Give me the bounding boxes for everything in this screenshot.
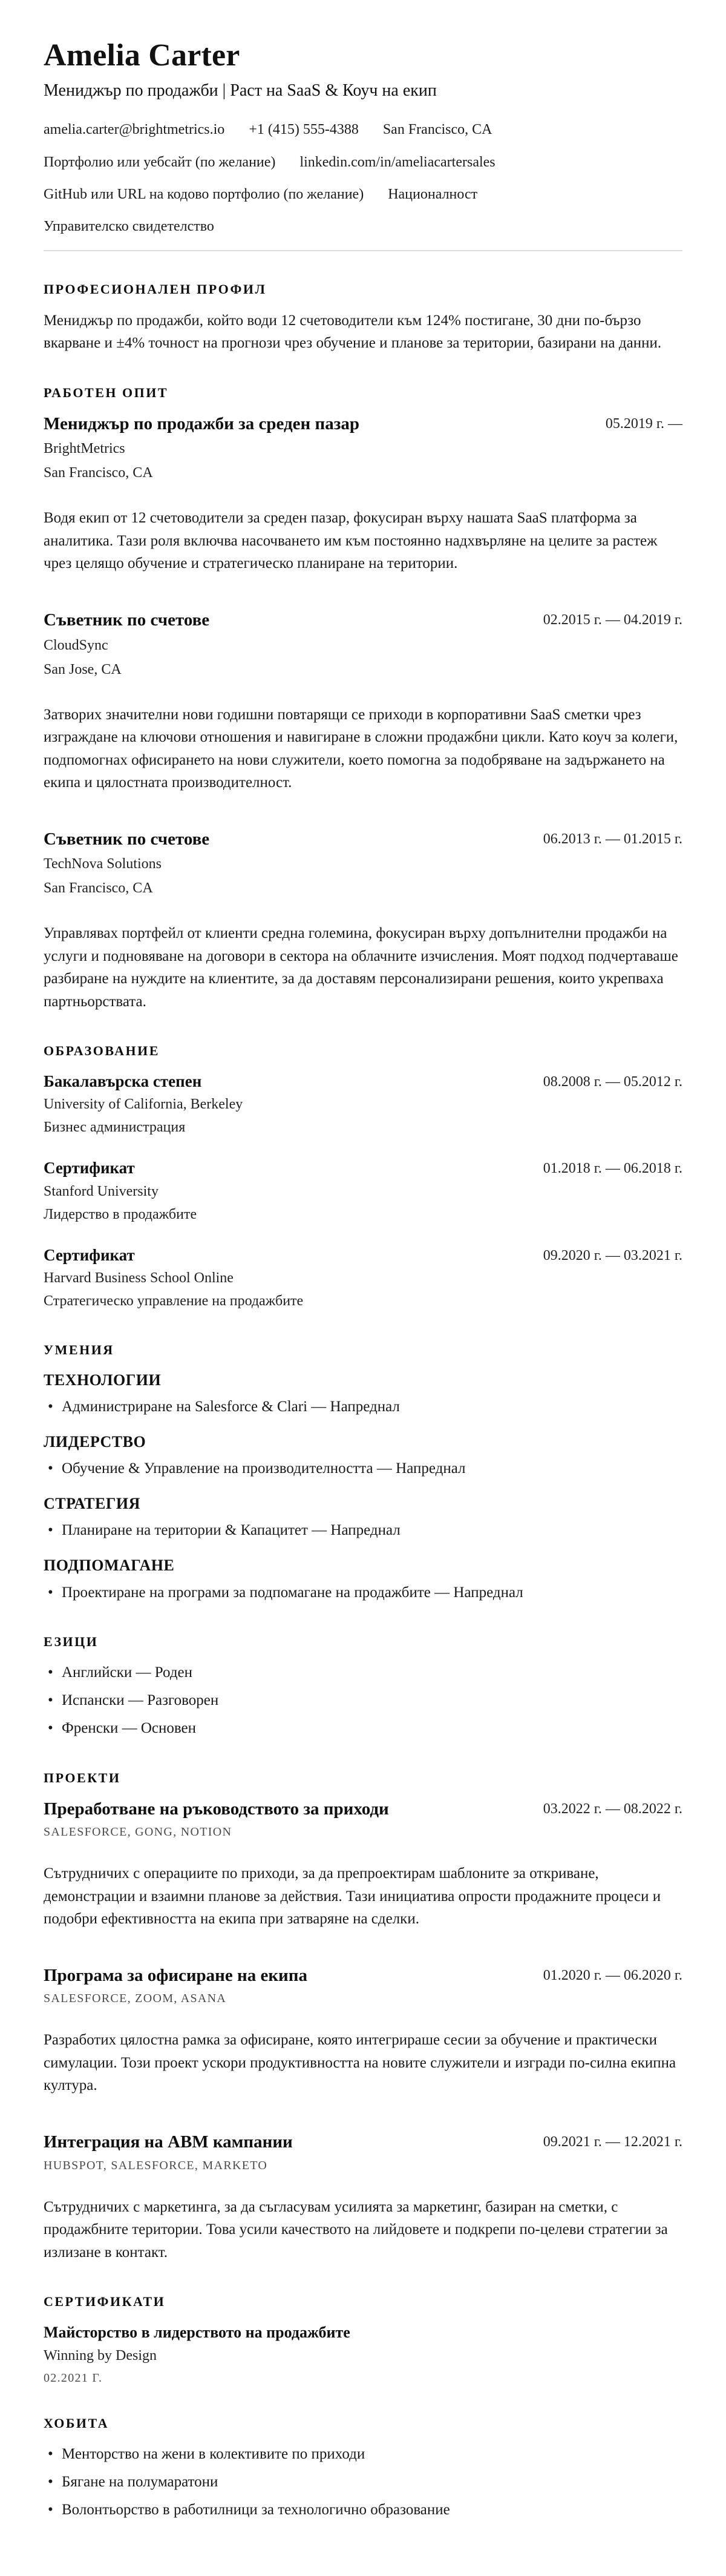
project-description: Разработих цялостна рамка за офисиране, която интегрираше сесии за обучение и практически симулации. Този проект ускори продуктивността на новите служители и изгради по-силна екипна култура. bbox=[44, 2032, 676, 2094]
contact-email: amelia.carter@brightmetrics.io bbox=[44, 122, 225, 138]
education-item-head bbox=[44, 1158, 682, 1179]
contact-github-label: GitHub или URL на кодово портфолио (по желание) bbox=[44, 186, 364, 202]
project-item bbox=[44, 2131, 682, 2264]
contact-info bbox=[44, 120, 682, 237]
education-school: Stanford University bbox=[44, 1183, 159, 1199]
project-title: Преработване на ръководството за приходи bbox=[44, 1799, 389, 1819]
language-item: • Английски — Роден bbox=[44, 1662, 682, 1684]
education-dates: 09.2020 г. — 03.2021 г. bbox=[543, 1247, 682, 1263]
skill-list bbox=[44, 1520, 682, 1541]
education-degree: Бакалавърска степен bbox=[44, 1072, 202, 1091]
contact-row-portfolio bbox=[44, 153, 682, 172]
job-description: Водя екип от 12 счетоводители за среден пазар, фокусиран върху нашата SaaS платформа за аналитика. Тази роля включва насочването им към постоянно надхвърляне на целите за растеж чрез целящо обучение и стратегическо планиране на територии. bbox=[44, 510, 658, 572]
job-company: BrightMetrics bbox=[44, 441, 125, 457]
section-label-profile: ПРОФЕСИОНАЛЕН ПРОФИЛ bbox=[44, 281, 267, 297]
education-field: Лидерство в продажбите bbox=[44, 1206, 197, 1222]
education-field: Стратегическо управление на продажбите bbox=[44, 1293, 304, 1309]
job-location: San Francisco, CA bbox=[44, 880, 153, 897]
project-item bbox=[44, 1965, 682, 2097]
contact-portfolio-label: Портфолио или уебсайт (по желание) bbox=[44, 154, 276, 170]
project-tools: HUBSPOT, SALESFORCE, MARKETO bbox=[44, 2158, 268, 2172]
certificate-item bbox=[44, 2322, 682, 2385]
hobby-item: • Бягане на полумаратони bbox=[44, 2471, 682, 2493]
skill-group bbox=[44, 1555, 682, 1604]
section-hobbies bbox=[44, 2416, 682, 2522]
project-description: Сътрудничих с маркетинга, за да съгласувам усилията за маркетинг, базиран на сметки, с продажбните територии. Това усили качеството на лийдовете и подкрепи по-целеви стратегии за излизане в контакт. bbox=[44, 2198, 668, 2261]
section-label-hobbies: ХОБИТА bbox=[44, 2415, 110, 2431]
hobby-item: • Волонтьорство в работилници за технологично образование bbox=[44, 2499, 682, 2521]
experience-item bbox=[44, 828, 682, 1013]
header-divider bbox=[44, 250, 682, 251]
contact-phone: +1 (415) 555-4388 bbox=[249, 122, 359, 138]
skill-item: • Администриране на Salesforce & Clari — Напреднал bbox=[44, 1396, 682, 1418]
education-item-head bbox=[44, 1245, 682, 1266]
education-item-head bbox=[44, 1071, 682, 1092]
job-dates: 06.2013 г. — 01.2015 г. bbox=[543, 831, 682, 847]
candidate-name: Amelia Carter bbox=[44, 38, 240, 73]
experience-item-head bbox=[44, 413, 682, 436]
project-item bbox=[44, 1798, 682, 1931]
section-label-experience: РАБОТЕН ОПИТ bbox=[44, 384, 168, 400]
job-description: Управлявах портфейл от клиенти средна големина, фокусиран върху допълнителни продажби на услуги и подновяване на договори в сектора на облачните изчисления. Моят подход подчертаваше разбиране на нуждите на клиентите, за да доставям персонализирани решения, които укрепваха партньорствата. bbox=[44, 925, 678, 1010]
experience-item bbox=[44, 413, 682, 575]
project-title: Интеграция на ABM кампании bbox=[44, 2132, 293, 2152]
education-item bbox=[44, 1245, 682, 1312]
hobby-list bbox=[44, 2443, 682, 2522]
skill-item: • Планиране на територии & Капацитет — Напреднал bbox=[44, 1520, 682, 1541]
project-item-head bbox=[44, 1965, 682, 1988]
project-description: Сътрудничих с операциите по приходи, за да препроектирам шаблоните за откриване, демонстрации и взаимни планове за действия. Тази инициатива опрости продажните процеси и подобри ефективността на екипа при затваряне на сделки. bbox=[44, 1865, 661, 1928]
skill-list bbox=[44, 1458, 682, 1480]
job-title: Съветник по счетове bbox=[44, 829, 210, 849]
section-education bbox=[44, 1043, 682, 1311]
language-item: • Френски — Основен bbox=[44, 1718, 682, 1739]
project-dates: 09.2021 г. — 12.2021 г. bbox=[543, 2133, 682, 2150]
contact-linkedin: linkedin.com/in/ameliacartersales bbox=[299, 154, 495, 170]
section-languages bbox=[44, 1634, 682, 1740]
project-item-head bbox=[44, 1798, 682, 1821]
skill-list bbox=[44, 1396, 682, 1418]
skill-list bbox=[44, 1582, 682, 1604]
skill-category: ЛИДЕРСТВО bbox=[44, 1432, 146, 1451]
experience-item-head bbox=[44, 828, 682, 851]
job-description: Затворих значителни нови годишни повтарящи се приходи в корпоративни SaaS сметки чрез изграждане на ключови отношения и навигиране в сложни продажбни цикли. Като коуч за колеги, подпомогнах офисирането на нови служители, което помогна за подобряване на задържането на екипа и цялостната производителност. bbox=[44, 706, 678, 791]
education-school: Harvard Business School Online bbox=[44, 1270, 234, 1286]
education-school: University of California, Berkeley bbox=[44, 1096, 243, 1113]
skill-category: ТЕХНОЛОГИИ bbox=[44, 1371, 162, 1389]
section-experience bbox=[44, 385, 682, 1013]
language-item: • Испански — Разговорен bbox=[44, 1690, 682, 1711]
profile-text: Мениджър по продажби, който води 12 счетоводители към 124% постигане, 30 дни по-бързо вкарване и ±4% точност на прогнози чрез обучение и планове за територии, базирани на данни. bbox=[44, 312, 662, 352]
section-label-certificates: СЕРТИФИКАТИ bbox=[44, 2294, 166, 2310]
contact-row-github bbox=[44, 185, 682, 204]
education-degree: Сертификат bbox=[44, 1159, 135, 1178]
section-label-skills: УМЕНИЯ bbox=[44, 1342, 114, 1357]
job-company: CloudSync bbox=[44, 637, 108, 653]
resume-header bbox=[44, 38, 682, 237]
education-item bbox=[44, 1071, 682, 1138]
project-tools: SALESFORCE, GONG, NOTION bbox=[44, 1825, 232, 1839]
education-degree: Сертификат bbox=[44, 1245, 135, 1264]
job-location: San Francisco, CA bbox=[44, 465, 153, 481]
job-title: Съветник по счетове bbox=[44, 610, 210, 630]
skill-item: • Обучение & Управление на производителността — Напреднал bbox=[44, 1458, 682, 1480]
skill-group bbox=[44, 1432, 682, 1480]
job-title: Мениджър по продажби за среден пазар bbox=[44, 413, 359, 433]
certificate-issuer: Winning by Design bbox=[44, 2348, 157, 2364]
section-certificates bbox=[44, 2294, 682, 2385]
section-projects bbox=[44, 1770, 682, 2264]
contact-row-license bbox=[44, 217, 682, 236]
section-label-languages: ЕЗИЦИ bbox=[44, 1633, 99, 1649]
project-dates: 01.2020 г. — 06.2020 г. bbox=[543, 1967, 682, 1983]
education-dates: 08.2008 г. — 05.2012 г. bbox=[543, 1074, 682, 1090]
job-company: TechNova Solutions bbox=[44, 856, 162, 872]
certificate-title: Майсторство в лидерството на продажбите bbox=[44, 2324, 350, 2342]
section-skills bbox=[44, 1342, 682, 1604]
skill-category: ПОДПОМАГАНЕ bbox=[44, 1556, 175, 1574]
project-tools: SALESFORCE, ZOOM, ASANA bbox=[44, 1992, 227, 2006]
job-location: San Jose, CA bbox=[44, 661, 122, 677]
certificate-date: 02.2021 Г. bbox=[44, 2371, 103, 2385]
skill-category: СТРАТЕГИЯ bbox=[44, 1494, 140, 1512]
skill-item: • Проектиране на програми за подпомагане на продажбите — Напреднал bbox=[44, 1582, 682, 1604]
candidate-headline: Мениджър по продажби | Раст на SaaS & Коуч на екип bbox=[44, 81, 437, 100]
contact-nationality-label: Националност bbox=[388, 186, 478, 202]
job-dates: 02.2015 г. — 04.2019 г. bbox=[543, 611, 682, 628]
skill-group bbox=[44, 1370, 682, 1418]
education-dates: 01.2018 г. — 06.2018 г. bbox=[543, 1161, 682, 1177]
section-label-projects: ПРОЕКТИ bbox=[44, 1770, 121, 1785]
skill-group bbox=[44, 1494, 682, 1542]
experience-item bbox=[44, 609, 682, 794]
section-label-education: ОБРАЗОВАНИЕ bbox=[44, 1043, 160, 1059]
contact-row-primary bbox=[44, 120, 682, 139]
project-item-head bbox=[44, 2131, 682, 2154]
education-field: Бизнес администрация bbox=[44, 1119, 186, 1136]
education-item bbox=[44, 1158, 682, 1225]
contact-location: San Francisco, CA bbox=[382, 122, 492, 138]
language-list bbox=[44, 1662, 682, 1740]
job-dates: 05.2019 г. — bbox=[605, 415, 682, 432]
project-dates: 03.2022 г. — 08.2022 г. bbox=[543, 1800, 682, 1817]
experience-item-head bbox=[44, 609, 682, 632]
contact-license-label: Управителско свидетелство bbox=[44, 219, 214, 235]
section-profile bbox=[44, 282, 682, 355]
project-title: Програма за офисиране на екипа bbox=[44, 1965, 307, 1985]
hobby-item: • Менторство на жени в колективите по приходи bbox=[44, 2443, 682, 2465]
